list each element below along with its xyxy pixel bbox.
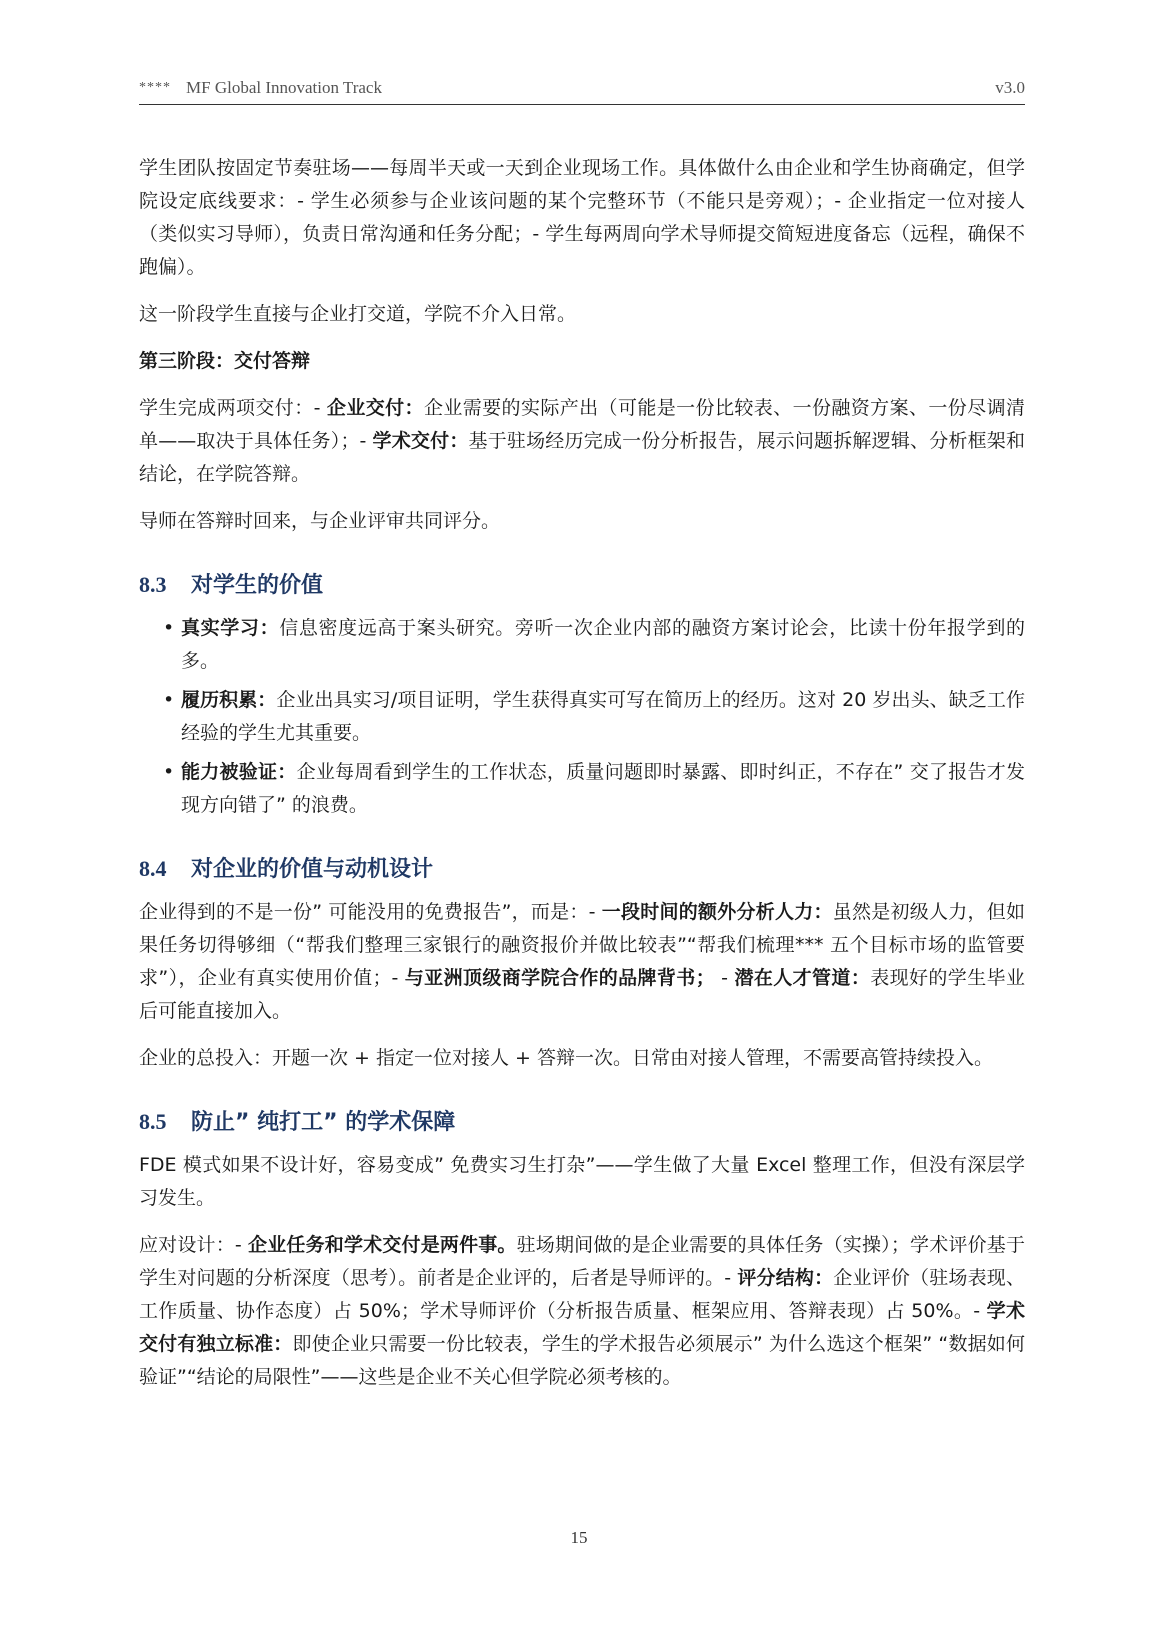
text-run: 企业每周看到学生的工作状态，质量问题即时暴露、即时纠正，不存在” 交了报告才发现方向错了” 的浪费。 bbox=[181, 761, 1025, 816]
text-run: - bbox=[714, 967, 735, 989]
paragraph-direct-contact: 这一阶段学生直接与企业打交道，学院不介入日常。 bbox=[139, 303, 577, 325]
paragraph-deliverables bbox=[139, 392, 1025, 491]
section-heading-8-4 bbox=[139, 852, 1025, 886]
text-run: 企业评价（驻场表现、工作质量、协作态度）占 50%；学术导师评价（分析报告质量、框架应用、答辩表现）占 50%。- bbox=[139, 1267, 1025, 1322]
bold-term: 评分结构： bbox=[737, 1267, 834, 1289]
section-heading-8-3 bbox=[139, 568, 1025, 602]
section-number: 8.4 bbox=[139, 856, 167, 881]
header-title: MF Global Innovation Track bbox=[186, 78, 382, 97]
header-version: v3.0 bbox=[995, 78, 1025, 97]
page-number: 15 bbox=[570, 1528, 588, 1547]
bullet-icon: • bbox=[163, 689, 175, 711]
header-marks: **** bbox=[139, 80, 171, 95]
section-heading-8-5 bbox=[139, 1105, 1025, 1139]
text-run: 应对设计：- bbox=[139, 1234, 249, 1256]
bullet-icon: • bbox=[163, 617, 175, 639]
section-number: 8.5 bbox=[139, 1109, 167, 1134]
section-title: 防止” 纯打工” 的学术保障 bbox=[191, 1110, 456, 1135]
bold-term: 真实学习： bbox=[181, 617, 280, 639]
list-item bbox=[139, 756, 1025, 822]
bold-term: 学术交付： bbox=[372, 430, 469, 452]
bold-term: 企业交付： bbox=[326, 397, 424, 419]
text-run: 企业得到的不是一份” 可能没用的免费报告”，而是：- bbox=[139, 901, 602, 923]
phase-three-heading: 第三阶段：交付答辩 bbox=[139, 350, 311, 372]
bold-term: 与亚洲顶级商学院合作的品牌背书； bbox=[404, 967, 715, 989]
text-run: 企业需要的实际产出（可能是一份比较表、一份融资方案、一份尽调清单——取决于具体任务）；- bbox=[139, 397, 1025, 452]
bold-term: 潜在人才管道： bbox=[734, 967, 871, 989]
section-title: 对企业的价值与动机设计 bbox=[191, 857, 434, 882]
text-run: 表现好的学生毕业后可能直接加入。 bbox=[139, 967, 1025, 1022]
text-run: 信息密度远高于案头研究。旁听一次企业内部的融资方案讨论会，比读十份年报学到的多。 bbox=[181, 617, 1025, 672]
text-run: 驻场期间做的是企业需要的具体任务（实操）；学术评价基于学生对问题的分析深度（思考）。前者是企业评的，后者是导师评的。- bbox=[139, 1234, 1025, 1289]
text-run: 即使企业只需要一份比较表，学生的学术报告必须展示” 为什么选这个框架” “数据如何验证”“结论的局限性”——这些是企业不关心但学院必须考核的。 bbox=[139, 1333, 1025, 1388]
bullet-icon: • bbox=[163, 761, 175, 783]
bold-term: 学术交付有独立标准： bbox=[139, 1300, 1025, 1355]
bold-term: 履历积累： bbox=[181, 689, 277, 711]
text-run: 基于驻场经历完成一份分析报告，展示问题拆解逻辑、分析框架和结论，在学院答辩。 bbox=[139, 430, 1025, 485]
paragraph-fde-risk: FDE 模式如果不设计好，容易变成” 免费实习生打杂”——学生做了大量 Excel 整理工作，但没有深层学习发生。 bbox=[139, 1154, 1025, 1209]
running-header bbox=[139, 78, 1025, 105]
bold-term: 能力被验证： bbox=[181, 761, 297, 783]
list-item bbox=[139, 612, 1025, 678]
section-number: 8.3 bbox=[139, 572, 167, 597]
paragraph-onsite-rhythm: 学生团队按固定节奏驻场——每周半天或一天到企业现场工作。具体做什么由企业和学生协商确定，但学院设定底线要求：- 学生必须参与企业该问题的某个完整环节（不能只是旁观）；- 企业指定一位对接人（类似实习导师），负责日常沟通和任务分配；- 学生每两周向学术导师提交简短进度备忘（远程，确保不跑偏）。 bbox=[139, 157, 1025, 278]
text-run: 企业出具实习/项目证明，学生获得真实可写在简历上的经历。这对 20 岁出头、缺乏工作经验的学生尤其重要。 bbox=[181, 689, 1025, 744]
text-run: 学生完成两项交付：- bbox=[139, 397, 327, 419]
paragraph-enterprise-gains bbox=[139, 896, 1025, 1028]
paragraph-mentor-scoring: 导师在答辩时回来，与企业评审共同评分。 bbox=[139, 510, 501, 532]
paragraph-countermeasures bbox=[139, 1229, 1025, 1394]
student-value-list bbox=[139, 612, 1025, 822]
text-run: 虽然是初级人力，但如果任务切得够细（“帮我们整理三家银行的融资报价并做比较表”“帮我们梳理*** 五个目标市场的监管要求”），企业有真实使用价值；- bbox=[139, 901, 1025, 989]
list-item bbox=[139, 684, 1025, 750]
main-content bbox=[139, 152, 1025, 1408]
bold-term: 企业任务和学术交付是两件事。 bbox=[248, 1234, 517, 1256]
paragraph-enterprise-input: 企业的总投入：开题一次 + 指定一位对接人 + 答辩一次。日常由对接人管理，不需要高管持续投入。 bbox=[139, 1047, 994, 1069]
bold-term: 一段时间的额外分析人力： bbox=[601, 901, 833, 923]
section-title: 对学生的价值 bbox=[191, 573, 324, 598]
